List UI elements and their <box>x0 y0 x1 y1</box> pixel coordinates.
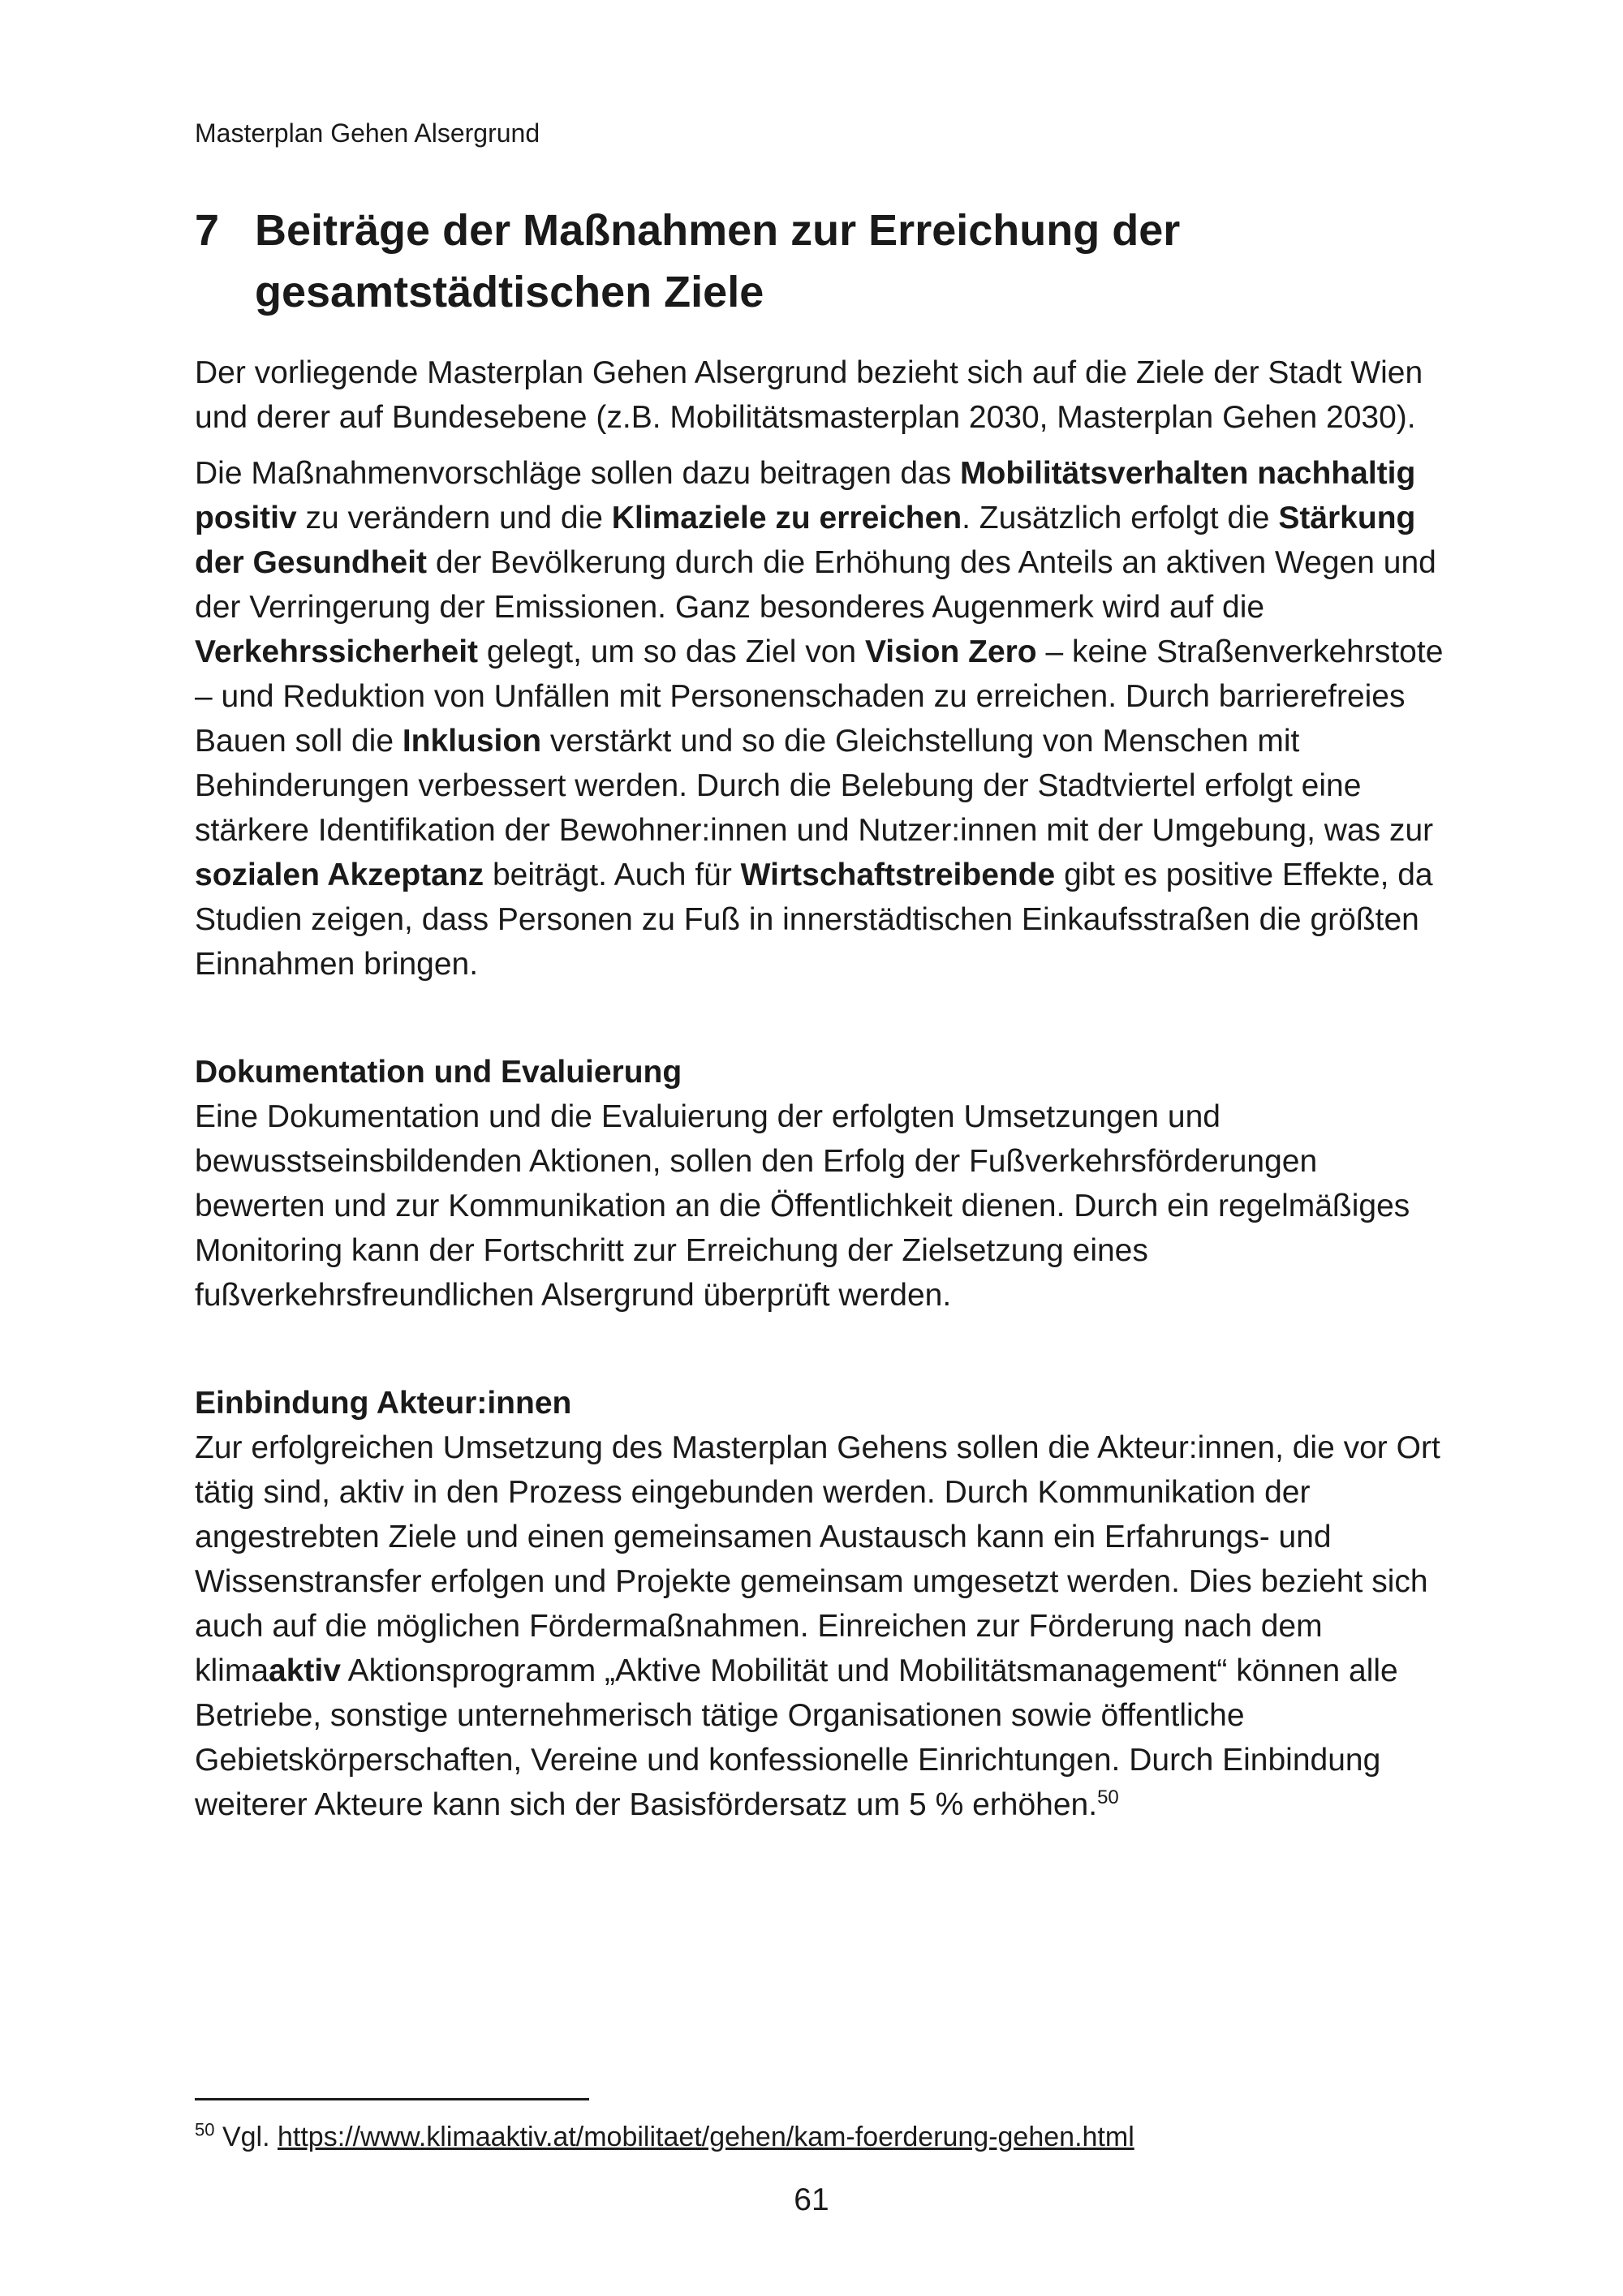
actors-heading: Einbindung Akteur:innen <box>195 1386 572 1421</box>
measures-text-3: . Zusätzlich erfolgt die <box>962 501 1279 535</box>
measures-text-9: gibt es positive Effekte, da Studien zeigen, dass Personen zu Fuß in innerstädtischen Einkaufsstraßen die größten Einnahmen bringen. <box>195 858 1433 982</box>
footnote <box>195 2119 1134 2155</box>
measures-text-6: – keine Straßenverkehrstote – und Reduktion von Unfällen mit Personenschaden zu erreichen. Durch barrierefreies Bauen soll die <box>195 634 1444 759</box>
emphasis-social-acceptance: sozialen Akzeptanz <box>195 858 484 892</box>
chapter-number: 7 <box>195 206 220 255</box>
documentation-heading: Dokumentation und Evaluierung <box>195 1055 682 1090</box>
actors-text-2: Aktionsprogramm „Aktive Mobilität und Mobilitätsmanagement“ können alle Betriebe, sonstige unternehmerisch tätige Organisationen sowie öffentliche Gebietskörperschaften, Vereine und konfessionelle Einrichtungen. Durch Einbindung weiterer Akteure kann sich der Basisfördersatz um 5 % erhöhen. <box>195 1653 1398 1822</box>
measures-paragraph <box>195 451 1444 987</box>
measures-text-1: Die Maßnahmenvorschläge sollen dazu beitragen das <box>195 456 961 491</box>
emphasis-traffic-safety: Verkehrssicherheit <box>195 634 479 669</box>
emphasis-vision-zero: Vision Zero <box>864 634 1037 669</box>
footnote-number: 50 <box>195 2119 215 2140</box>
measures-text-2: zu verändern und die <box>296 501 612 535</box>
measures-text-5: gelegt, um so das Ziel von <box>478 634 865 669</box>
body-text <box>195 350 1444 1827</box>
emphasis-climate-goals: Klimaziele zu erreichen <box>611 501 962 535</box>
measures-text-7: verstärkt und so die Gleichstellung von Menschen mit Behinderungen verbessert werden. Durch die Belebung der Stadtviertel erfolgt eine stärkere Identifikation der Bewohner:innen und Nutzer:innen mit der Umgebung, was zur <box>195 724 1434 848</box>
emphasis-mobility-behaviour: Mobilitätsverhalten nachhaltig positiv <box>195 456 1416 535</box>
emphasis-businesses: Wirtschaftstreibende <box>740 858 1056 892</box>
intro-paragraph: Der vorliegende Masterplan Gehen Alsergrund bezieht sich auf die Ziele der Stadt Wien und derer auf Bundesebene (z.B. Mobilitätsmasterplan 2030, Masterplan Gehen 2030). <box>195 355 1423 435</box>
measures-text-8: beiträgt. Auch für <box>484 858 741 892</box>
footnote-divider <box>195 2098 589 2100</box>
emphasis-health: Stärkung der Gesundheit <box>195 501 1416 580</box>
chapter-title: Beiträge der Maßnahmen zur Erreichung der gesamtstädtischen Ziele <box>255 206 1181 316</box>
measures-text-4: der Bevölkerung durch die Erhöhung des Anteils an aktiven Wegen und der Verringerung der Emissionen. Ganz besonderes Augenmerk wird auf die <box>195 545 1436 625</box>
chapter-heading <box>195 200 1461 323</box>
emphasis-inclusion: Inklusion <box>402 724 542 759</box>
running-header: Masterplan Gehen Alsergrund <box>195 118 540 148</box>
documentation-section <box>195 1050 1444 1318</box>
actors-paragraph <box>195 1425 1444 1827</box>
documentation-paragraph: Eine Dokumentation und die Evaluierung der erfolgten Umsetzungen und bewusstseinsbildenden Aktionen, sollen den Erfolg der Fußverkehrsförderungen bewerten und zur Kommunikation an die Öffentlichkeit dienen. Durch ein regelmäßiges Monitoring kann der Fortschritt zur Erreichung der Zielsetzung eines fußverkehrsfreundlichen Alsergrund überprüft werden. <box>195 1099 1410 1313</box>
page-number: 61 <box>794 2182 829 2217</box>
emphasis-aktiv: aktiv <box>269 1653 341 1688</box>
actors-text-1: Zur erfolgreichen Umsetzung des Masterplan Gehens sollen die Akteur:innen, die vor Ort tätig sind, aktiv in den Prozess eingebunden werden. Durch Kommunikation der angestrebten Ziele und einen gemeinsamen Austausch kann ein Erfahrungs- und Wissenstransfer erfolgen und Projekte gemeinsam umgesetzt werden. Dies bezieht sich auch auf die möglichen Fördermaßnahmen. Einreichen zur Förderung nach dem klima <box>195 1430 1440 1688</box>
footnote-link[interactable]: https://www.klimaaktiv.at/mobilitaet/gehen/kam-foerderung-gehen.html <box>277 2122 1134 2152</box>
footnote-prefix: Vgl. <box>222 2122 270 2152</box>
footnote-reference[interactable]: 50 <box>1097 1786 1119 1808</box>
actors-section <box>195 1381 1444 1827</box>
